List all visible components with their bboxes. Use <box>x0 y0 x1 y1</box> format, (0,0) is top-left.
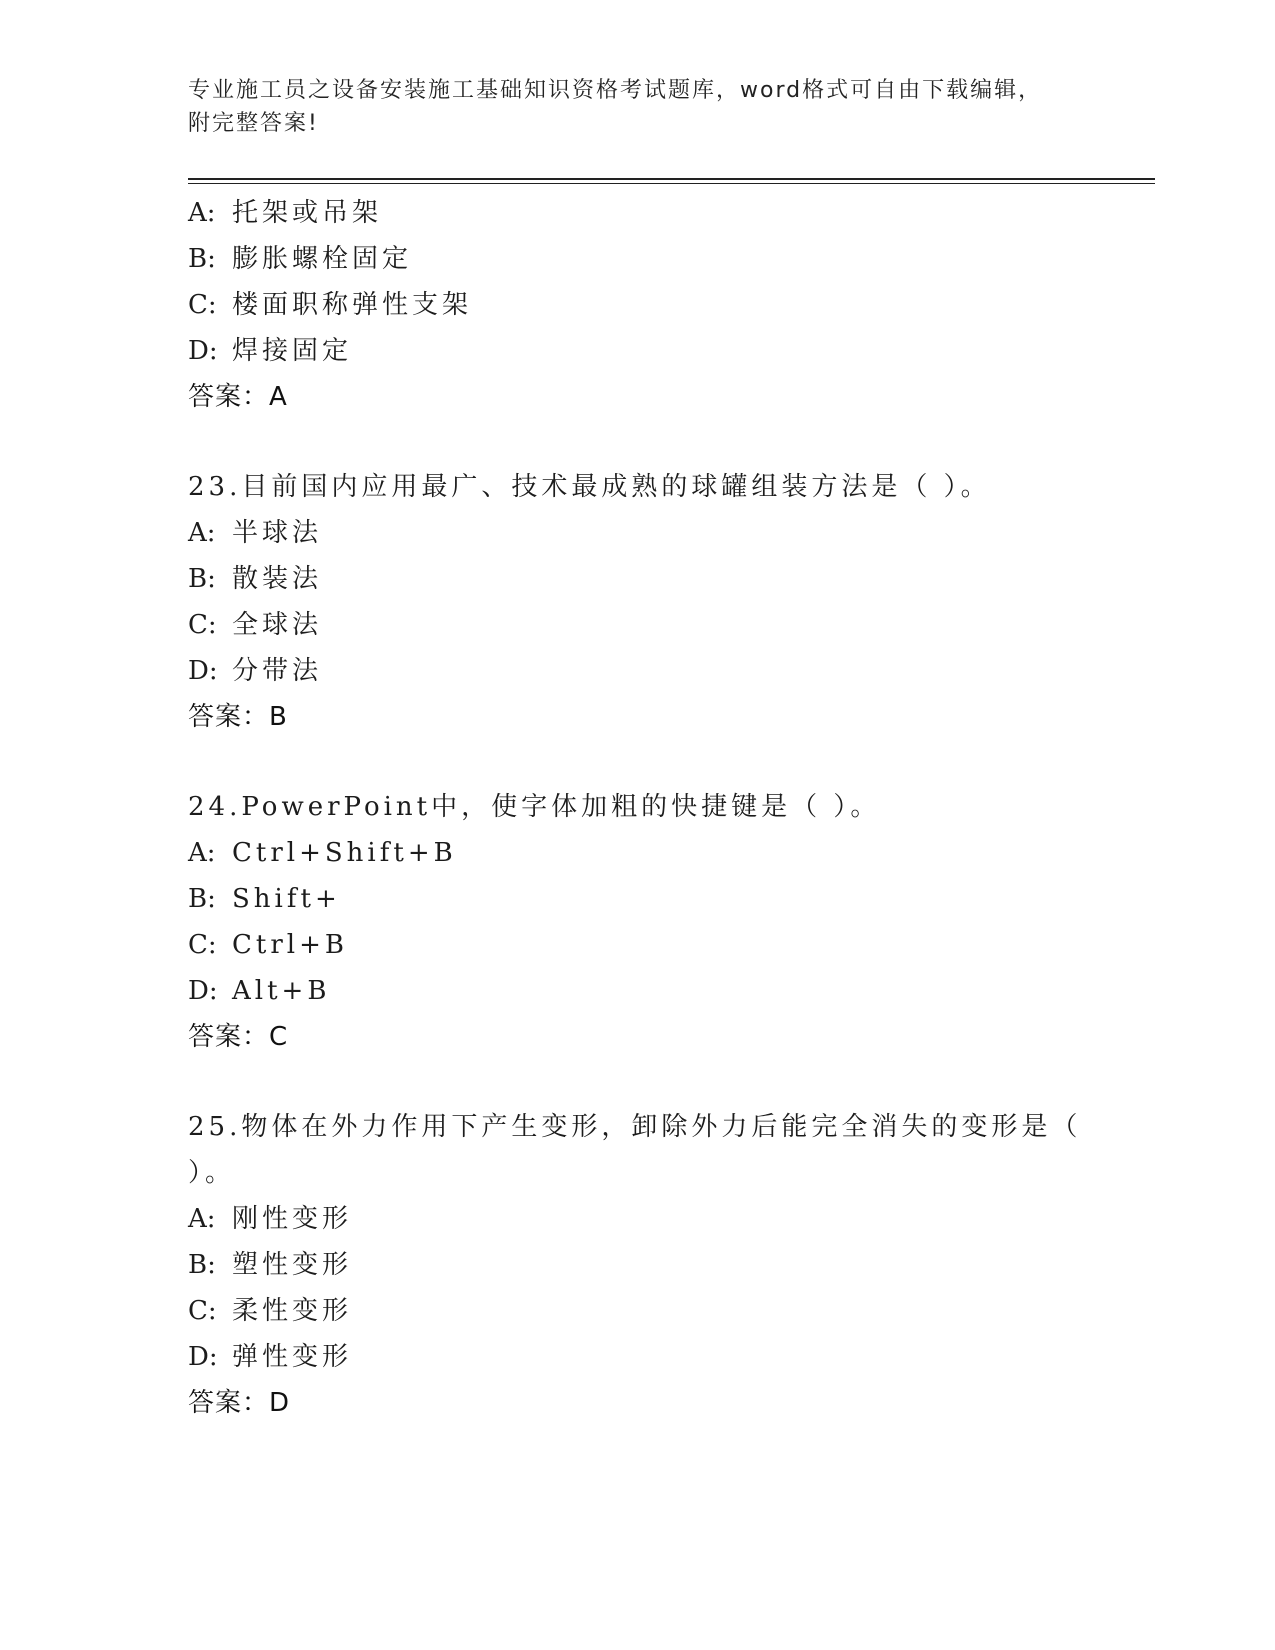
option-key: A: <box>188 1204 216 1234</box>
question-content <box>188 190 1148 1426</box>
option-key: A: <box>188 838 216 868</box>
option-text: 弹性变形 <box>232 1342 353 1372</box>
question-stem: 23.目前国内应用最广、技术最成熟的球罐组装方法是（ ）。 <box>188 472 991 502</box>
option-key: A: <box>188 198 216 228</box>
spacer <box>188 1060 1148 1104</box>
question-25 <box>188 1104 1148 1426</box>
answer-line: 答案：A <box>188 382 288 412</box>
option-key: B: <box>188 564 216 594</box>
option-c <box>188 1288 1148 1334</box>
option-text: 刚性变形 <box>232 1204 353 1234</box>
option-key: D: <box>188 976 218 1006</box>
answer-line: 答案：D <box>188 1388 291 1418</box>
option-a <box>188 830 1148 876</box>
option-text: 全球法 <box>232 610 323 640</box>
option-key: D: <box>188 656 218 686</box>
document-header <box>188 74 1088 140</box>
option-d <box>188 968 1148 1014</box>
option-d <box>188 1334 1148 1380</box>
option-key: C: <box>188 610 217 640</box>
option-d <box>188 328 1148 374</box>
option-text: Shift+ <box>232 884 341 914</box>
option-b <box>188 1242 1148 1288</box>
option-text: 焊接固定 <box>232 336 353 366</box>
option-key: B: <box>188 1250 216 1280</box>
option-text: Ctrl+B <box>232 930 348 960</box>
spacer <box>188 420 1148 464</box>
answer-line: 答案：C <box>188 1022 289 1052</box>
header-divider-thin <box>188 183 1155 184</box>
header-divider-thick <box>188 178 1155 180</box>
option-b <box>188 556 1148 602</box>
option-text: 楼面职称弹性支架 <box>232 290 473 320</box>
option-text: Ctrl+Shift+B <box>232 838 457 868</box>
option-b <box>188 236 1148 282</box>
option-a <box>188 1196 1148 1242</box>
option-key: C: <box>188 930 217 960</box>
question-stem-continued: ）。 <box>188 1158 236 1188</box>
option-c <box>188 282 1148 328</box>
option-key: A: <box>188 518 216 548</box>
question-stem: 24.PowerPoint中，使字体加粗的快捷键是（ ）。 <box>188 792 881 822</box>
option-text: 托架或吊架 <box>232 198 383 228</box>
option-a <box>188 190 1148 236</box>
option-c <box>188 922 1148 968</box>
answer-line: 答案：B <box>188 702 288 732</box>
option-text: Alt+B <box>232 976 331 1006</box>
question-stem: 25.物体在外力作用下产生变形，卸除外力后能完全消失的变形是（ <box>188 1112 1082 1142</box>
option-key: D: <box>188 1342 218 1372</box>
header-line-1: 专业施工员之设备安装施工基础知识资格考试题库，word格式可自由下载编辑， <box>188 78 1043 103</box>
option-text: 膨胀螺栓固定 <box>232 244 413 274</box>
option-text: 塑性变形 <box>232 1250 353 1280</box>
header-line-2: 附完整答案! <box>188 111 319 136</box>
option-d <box>188 648 1148 694</box>
option-b <box>188 876 1148 922</box>
option-text: 分带法 <box>232 656 323 686</box>
option-c <box>188 602 1148 648</box>
option-key: C: <box>188 290 217 320</box>
option-text: 散装法 <box>232 564 323 594</box>
question-24 <box>188 784 1148 1060</box>
option-key: B: <box>188 884 216 914</box>
option-key: B: <box>188 244 216 274</box>
option-text: 柔性变形 <box>232 1296 353 1326</box>
spacer <box>188 740 1148 784</box>
option-key: C: <box>188 1296 217 1326</box>
option-a <box>188 510 1148 556</box>
question-23 <box>188 464 1148 740</box>
option-key: D: <box>188 336 218 366</box>
question-22-options <box>188 190 1148 420</box>
option-text: 半球法 <box>232 518 323 548</box>
